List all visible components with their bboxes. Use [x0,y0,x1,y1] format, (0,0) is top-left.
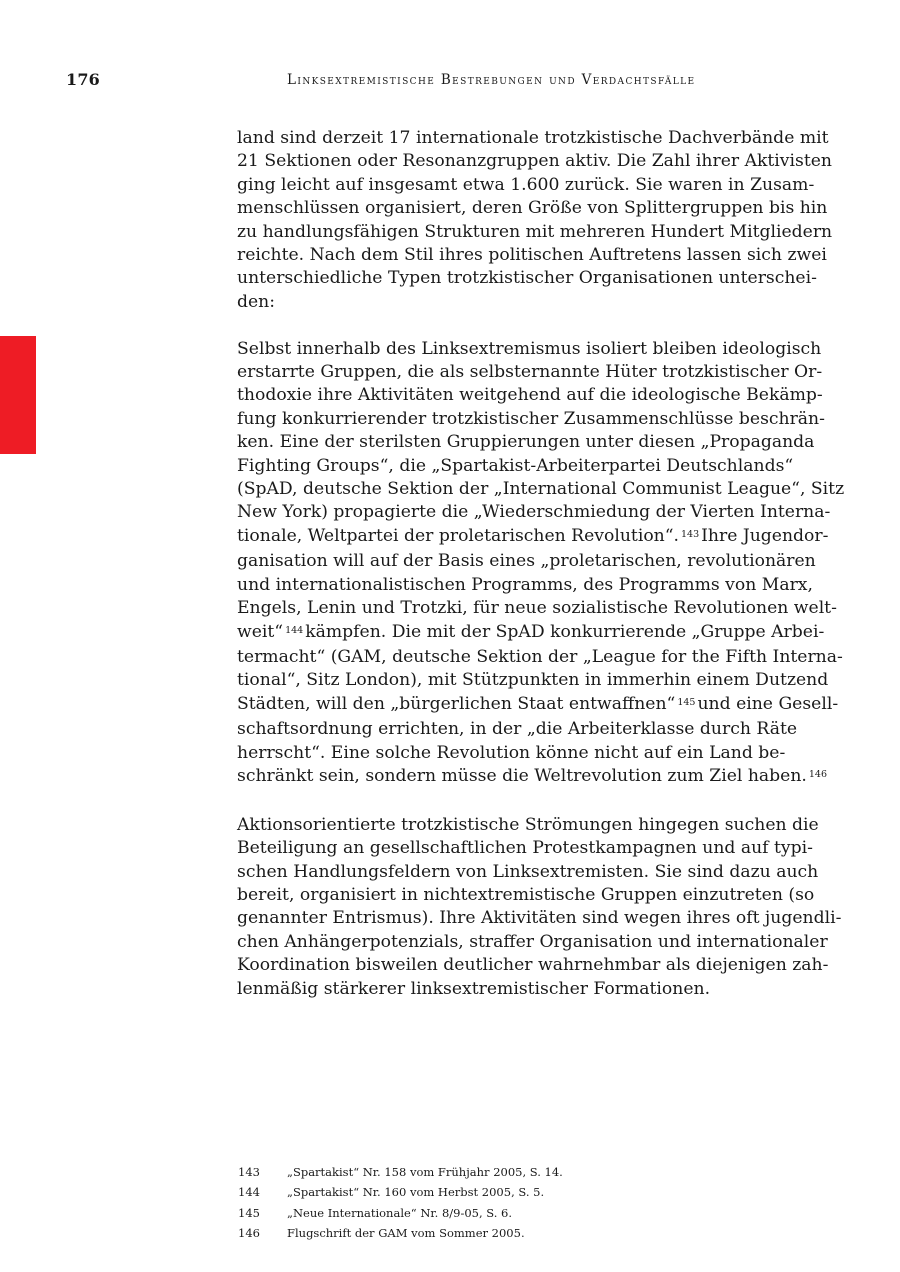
footnotes [238,1162,798,1244]
text-line [237,338,822,361]
text-segment: tional“, Sitz London), mit Stützpunkten in immerhin einem Dutzend [237,670,829,691]
text-line [237,693,839,718]
text-segment: chen Anhängerpotenzials, straffer Organisation und internationaler [237,931,828,952]
text-segment: schaftsordnung errichten, in der „die Arbeiterklasse durch Räte [237,719,798,740]
text-segment: fung konkurrierender trotzkistischer Zusammenschlüsse beschrän- [237,408,825,429]
text-line [237,221,833,244]
text-segment: menschlüssen organisiert, deren Größe von Splittergruppen bis hin [237,198,828,219]
text-line [237,646,843,669]
text-line [237,621,825,646]
text-line [237,478,845,501]
footnote-text: Flugschrift der GAM vom Sommer 2005. [287,1226,525,1241]
footnote-number: 146 [238,1226,260,1241]
text-segment: und eine Gesell- [697,693,839,714]
text-segment: lenmäßig stärkerer linksextremistischer Formationen. [237,978,711,999]
text-line [237,861,819,884]
section-marker [0,336,36,454]
text-segment: und internationalistischen Programms, des Programms von Marx, [237,574,813,595]
text-line [237,978,813,1001]
footnote [238,1223,798,1243]
text-segment: den: [237,291,276,312]
text-segment: herrscht“. Eine solche Revolution könne nicht auf ein Land be- [237,742,786,763]
footnote [238,1162,798,1182]
footnote-number: 144 [238,1185,260,1200]
text-line [237,597,837,620]
text-line [237,384,823,407]
text-line [237,431,813,454]
text-line [237,127,829,150]
footnote-text: „Neue Internationale“ Nr. 8/9-05, S. 6. [287,1205,513,1220]
text-line [237,669,829,692]
text-line [237,931,828,954]
text-segment: zu handlungsfähigen Strukturen mit mehreren Hundert Mitgliedern [237,221,833,242]
text-segment: ganisation will auf der Basis eines „proletarischen, revolutionären [237,551,816,572]
footnote [238,1182,798,1202]
text-segment: 21 Sektionen oder Resonanzgruppen aktiv. Die Zahl ihrer Aktivisten [237,151,832,172]
text-segment: Fighting Groups“, die „Spartakist-Arbeiterpartei Deutschlands“ [237,455,794,476]
text-line [237,408,825,431]
text-line [237,501,831,524]
paragraph [237,127,833,314]
footnote-reference: 146 [808,768,828,780]
paragraph [237,338,845,791]
text-segment: schen Handlungsfeldern von Linksextremisten. Sie sind dazu auch [237,861,819,882]
text-segment: Ihre Jugendor- [701,525,829,546]
footnote-text: „Spartakist“ Nr. 160 vom Herbst 2005, S. 5. [287,1185,545,1200]
text-line [237,361,823,384]
footnote-reference: 143 [681,528,700,540]
text-segment: land sind derzeit 17 internationale trotzkistische Dachverbände mit [237,128,829,148]
text-segment: weit“ [237,621,284,642]
text-line [237,742,813,765]
page-number: 176 [66,70,100,89]
text-segment: Beteiligung an gesellschaftlichen Protestkampagnen und auf typi- [237,838,813,859]
text-segment: ken. Eine der sterilsten Gruppierungen unter diesen „Propaganda [237,432,815,453]
text-line [237,954,829,977]
text-segment: genannter Entrismus). Ihre Aktivitäten sind wegen ihres oft jugendli- [237,908,842,929]
text-segment: New York) propagierte die „Wiederschmiedung der Vierten Interna- [237,502,831,523]
footnote-text: „Spartakist“ Nr. 158 vom Frühjahr 2005, S. 14. [287,1165,563,1179]
text-line [237,718,813,741]
text-line [237,574,813,597]
text-segment: kämpfen. Die mit der SpAD konkurrierende „Gruppe Arbei- [305,621,825,642]
running-head: Linksextremistische Bestrebungen und Verdachtsfälle [287,72,696,88]
footnote-number: 143 [238,1165,260,1179]
text-line [237,197,828,220]
text-line [237,455,813,478]
footnote-reference: 144 [285,624,304,636]
text-line [237,765,828,790]
body-text [237,127,845,1024]
text-segment: Städten, will den „bürgerlichen Staat entwaffnen“ [237,693,676,714]
text-line [237,837,813,860]
text-line [237,525,829,550]
text-segment: termacht“ (GAM, deutsche Sektion der „League for the Fifth Interna- [237,646,843,667]
footnote-number: 145 [238,1205,260,1220]
text-line [237,150,832,173]
text-segment: tionale, Weltpartei der proletarischen Revolution“. [237,525,679,546]
text-line [237,244,827,267]
text-line [237,291,813,314]
text-segment: schränkt sein, sondern müsse die Weltrevolution zum Ziel haben. [237,765,807,786]
text-line [237,814,819,837]
text-segment: reichte. Nach dem Stil ihres politischen Auftretens lassen sich zwei [237,245,827,266]
text-segment: erstarrte Gruppen, die als selbsternannte Hüter trotzkistischer Or- [237,362,823,383]
text-segment: bereit, organisiert in nichtextremistische Gruppen einzutreten (so [237,884,815,905]
text-segment: Engels, Lenin und Trotzki, für neue sozialistische Revolutionen welt- [237,598,837,619]
text-segment: unterschiedliche Typen trotzkistischer Organisationen unterschei- [237,268,817,289]
text-segment: (SpAD, deutsche Sektion der „International Communist League“, Sitz [237,479,845,500]
text-line [237,884,813,907]
text-segment: ging leicht auf insgesamt etwa 1.600 zurück. Sie waren in Zusam- [237,174,815,195]
text-line [237,267,817,290]
text-segment: Selbst innerhalb des Linksextremismus isoliert bleiben ideologisch [237,338,822,359]
footnote-reference: 145 [677,696,696,708]
paragraph [237,814,842,1001]
text-line [237,550,816,573]
text-line [237,174,813,197]
text-segment: Aktionsorientierte trotzkistische Strömungen hingegen suchen die [237,814,819,835]
text-segment: Koordination bisweilen deutlicher wahrnehmbar als diejenigen zah- [237,955,829,976]
footnote [238,1203,798,1223]
text-line [237,907,842,930]
text-segment: thodoxie ihre Aktivitäten weitgehend auf die ideologische Bekämp- [237,385,823,406]
